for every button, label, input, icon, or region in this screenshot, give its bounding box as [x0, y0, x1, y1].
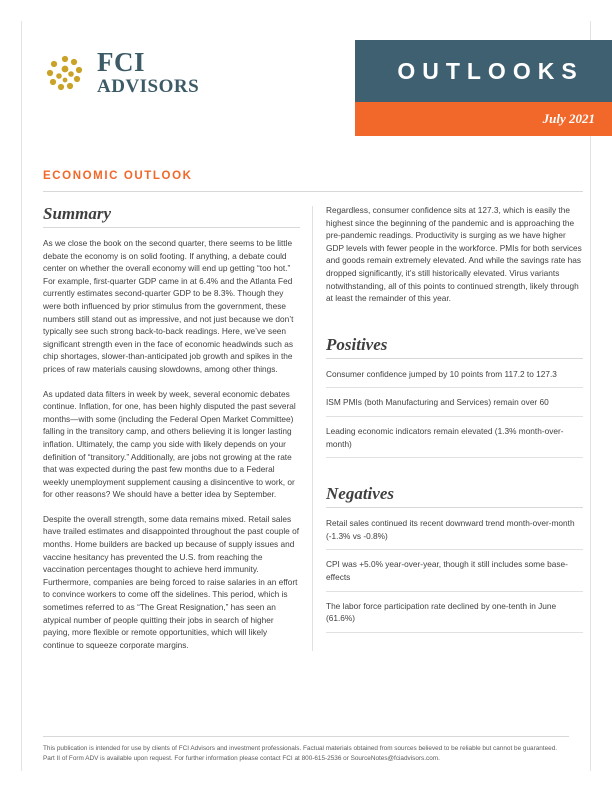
list-item: CPI was +5.0% year-over-year, though it still includes some base-effects — [326, 558, 583, 591]
positives-spacer — [326, 317, 583, 335]
two-column-layout — [43, 204, 583, 651]
summary-paragraph: As we close the book on the second quarter, there seems to be little debate the economy is on solid footing. If anything, a debate could center on whether the overall economy will end up getting “too hot.” For example, first-quarter GDP came in at 6.4% and the Atlanta Fed currently estimates second-quarter GDP to be 8.3%. Though they were both influenced by prior stimulus from the government, these numbers still stand out as impressive, and not just because we don’t typically see such strong back-to-back readings. Here, we’ve seen significant strength even in the face of economic headwinds such as chip shortages, slower-than-anticipated job growth and spikes in the prices of raw materials causing slowdowns, among other things. — [43, 238, 294, 374]
section-title: ECONOMIC OUTLOOK — [43, 170, 193, 182]
positives-heading: Positives — [326, 334, 388, 354]
negatives-heading-rule — [326, 507, 583, 508]
issue-date-banner — [355, 102, 612, 136]
outlooks-banner — [355, 40, 612, 102]
logo-wordmark — [97, 49, 199, 96]
document-header — [7, 7, 612, 147]
summary-heading-rule — [43, 227, 300, 228]
fci-seal-icon — [43, 51, 87, 95]
page-inner — [7, 7, 605, 785]
summary-paragraph: As updated data filters in week by week, several economic debates continue. Inflation, for one, has been highly disputed the past several months—with some (including the Federal Open Market Committee) falling in the transitory camp, and others believing it is longer lasting inflation. Ultimately, the camp you side with likely depends on your definition of “transitory.” Additionally, are jobs not growing at the rate that was expected during the past few months due to a Federal weekly unemployment supplement causing a disincentive to work, or for other reasons? We should have a better idea by September. — [43, 388, 296, 500]
logo-line-2: ADVISORS — [97, 76, 200, 97]
summary-heading: Summary — [43, 204, 112, 223]
footer-disclaimer: This publication is intended for use by clients of FCI Advisors and investment professionals. Factual materials obtained from sources believed to be reliable but cannot be guaranteed. Part II of Form ADV is available upon request. For further information please contact FCI at 800-615-2536 or SourceNotes@fciadvisors.com. — [43, 745, 558, 762]
list-item: Retail sales continued its recent downward trend month-over-month (-1.3% vs -0.8%) — [326, 517, 583, 550]
intro-paragraph: Regardless, consumer confidence sits at 127.3, which is easily the highest since the beginning of the pandemic and is approaching the pre-pandemic readings. Productivity is surging as we have higher GDP levels with fewer people in the workforce. PMIs for both services and goods remain extremely elevated. And while the savings rate has dropped significantly, it’s still historically elevated. Virus variants notwithstanding, all of this points to continued strength, likely through at least the remainder of this year. — [326, 205, 582, 304]
document-body — [43, 170, 583, 651]
outlooks-banner-title: OUTLOOKS — [397, 57, 584, 84]
section-title-rule — [43, 191, 583, 192]
right-column — [326, 204, 583, 651]
fci-advisors-logo — [43, 49, 199, 96]
issue-date: July 2021 — [542, 111, 595, 126]
logo-line-1: FCI — [97, 47, 145, 77]
column-divider — [312, 206, 313, 651]
negatives-spacer — [326, 466, 583, 484]
list-item: Consumer confidence jumped by 10 points from 117.2 to 127.3 — [326, 368, 583, 389]
footer-rule — [43, 736, 569, 737]
left-column — [43, 204, 300, 651]
list-item: ISM PMIs (both Manufacturing and Services) remain over 60 — [326, 396, 583, 417]
list-item: The labor force participation rate declined by one-tenth in June (61.6%) — [326, 600, 583, 633]
positives-heading-rule — [326, 358, 583, 359]
document-footer — [43, 736, 569, 763]
negatives-heading: Negatives — [326, 484, 394, 504]
list-item: Leading economic indicators remain elevated (1.3% month-over-month) — [326, 425, 583, 458]
summary-paragraph: Despite the overall strength, some data remains mixed. Retail sales have trailed estimates and disappointed throughout the past couple of months. Home builders are backed up because of supply issues and vaccine hesitancy has prevented the U.S. from reaching the vaccination percentages thought to achieve herd immunity. Furthermore, companies are being forced to raise salaries in an effort to convince workers to come off the sidelines. This period, which is sometimes referred to as “The Great Resignation,” has seen an atypical number of people quitting their jobs in search of higher paying, more flexible or remote opportunities, which will likely continue to squeeze corporate margins. — [43, 513, 299, 650]
